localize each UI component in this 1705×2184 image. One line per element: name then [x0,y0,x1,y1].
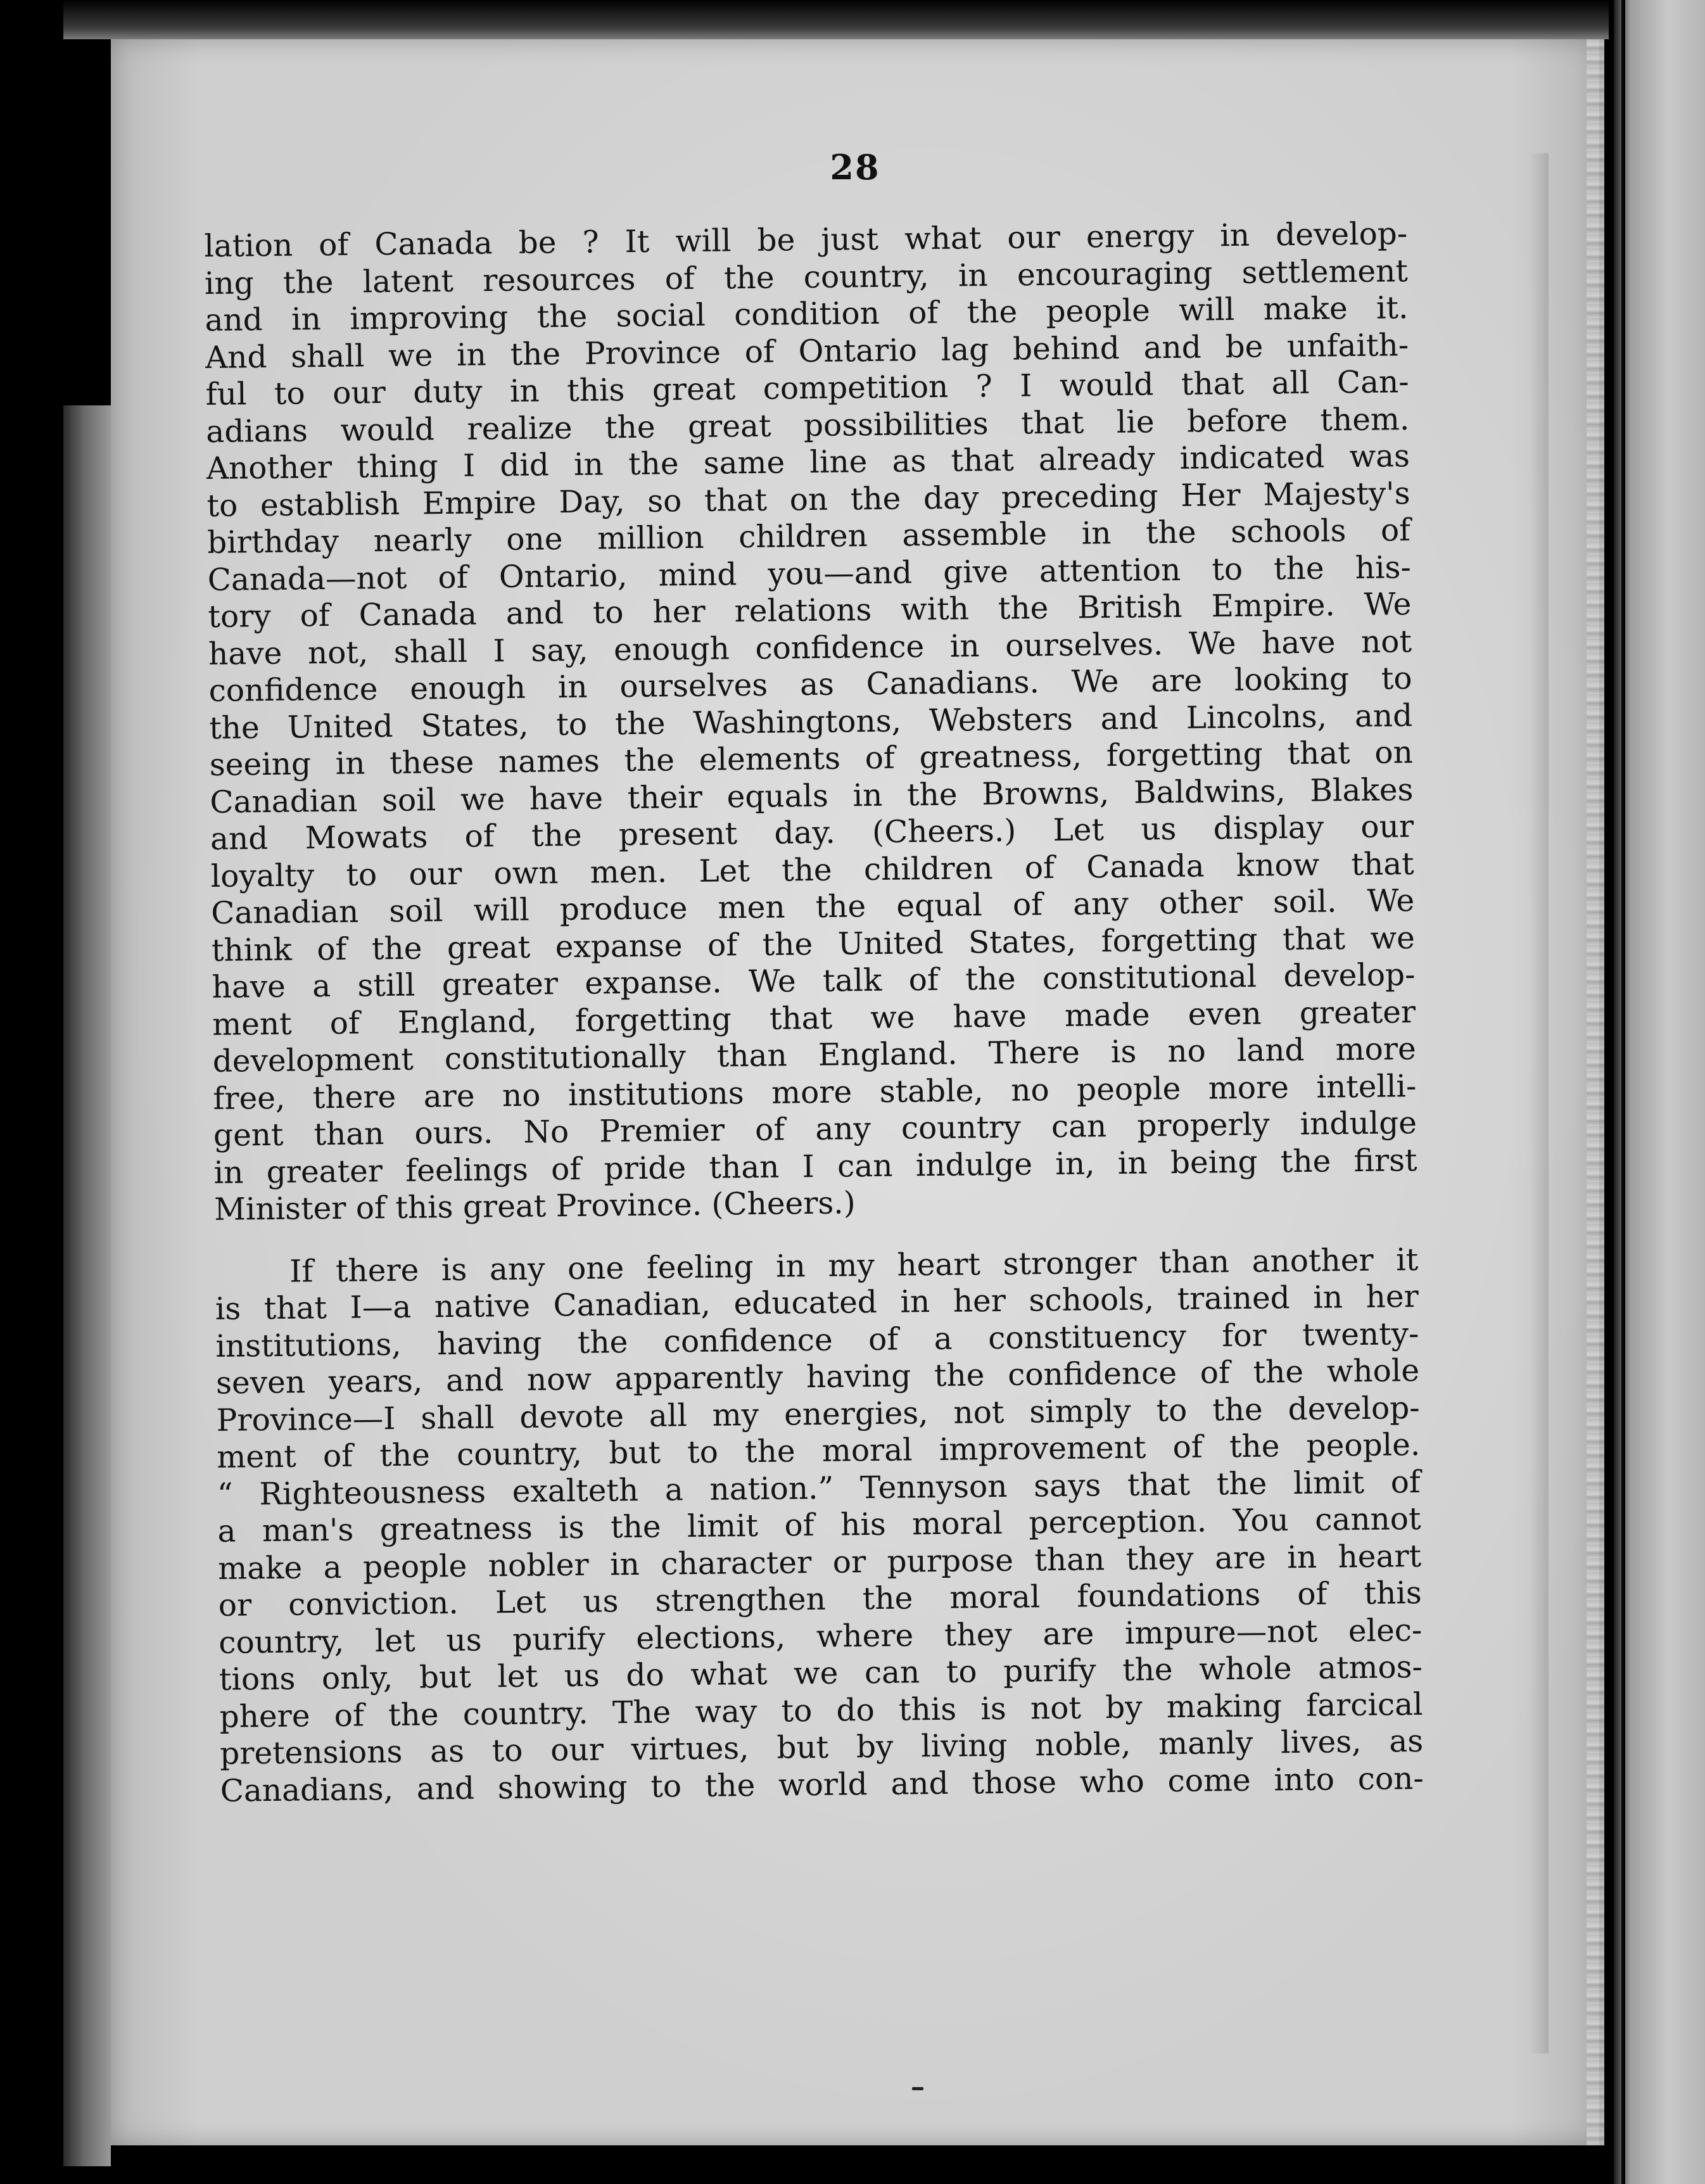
text-line: seeing in these names the elements of greatness, forgetting that on [209,735,1414,783]
text-line: the United States, to the Washingtons, Websters and Lincolns, and [208,697,1413,746]
text-line: Canadian soil we have their equals in the Browns, Baldwins, Blakes [210,771,1414,820]
text-line: Minister of this great Province. (Cheers.) [213,1185,856,1228]
torn-page-edge [1587,39,1604,2145]
text-line: lation of Canada be ? It will be just what our energy in develop- [204,216,1408,264]
text-line: pretensions as to our virtues, but by living noble, manly lives, as [219,1723,1424,1772]
text-line: “ Righteousness exalteth a nation.” Tennyson says that the limit of [217,1464,1421,1513]
text-line: adians would realize the great possibilities that lie before them. [206,401,1410,450]
text-line: to establish Empire Day, so that on the day preceding Her Majesty's [206,475,1410,524]
text-line: ing the latent resources of the country, in encouraging settlement [204,253,1409,302]
text-line: phere of the country. The way to do this is not by making farcical [219,1686,1423,1735]
text-line: Another thing I did in the same line as that already indicated was [206,438,1410,486]
text-line: free, there are no institutions more stable, no people more intelli- [213,1068,1417,1117]
binding-shadow-top [63,0,1609,39]
text-line: ful to our duty in this great competition ? I would that all Can- [205,364,1409,412]
text-line: have a still greater expanse. We talk of the constitutional develop- [212,957,1416,1005]
printer-mark [912,2087,923,2090]
text-line: institutions, having the confidence of a constituency for twenty- [215,1316,1419,1364]
text-line: birthday nearly one million children assemble in the schools of [206,512,1411,561]
text-line: tions only, but let us do what we can to purify the whole atmos- [219,1649,1423,1698]
text-line: And shall we in the Province of Ontario lag behind and be unfaith- [205,327,1409,376]
text-line: Canadians, and showing to the world and those who come into con- [220,1760,1424,1809]
text-line: If there is any one feeling in my heart stronger than another it [289,1241,1419,1290]
text-line: Canada—not of Ontario, mind you—and give attention to the his- [207,549,1412,598]
text-line: ment of England, forgetting that we have made even greater [212,994,1416,1043]
text-line: have not, shall I say, enough confidence in ourselves. We have not [208,623,1412,672]
text-line: in greater feelings of pride than I can indulge in, in being the first [213,1142,1417,1191]
facing-page-edge [1614,0,1705,2184]
text-line: tory of Canada and to her relations with the British Empire. We [208,587,1412,635]
text-line: and Mowats of the present day. (Cheers.) Let us display our [210,809,1414,857]
page-edge-shading [1530,153,1549,2054]
binding-strip [63,405,111,2166]
text-line: think of the great expanse of the United States, forgetting that we [211,920,1416,968]
text-line: is that I—a native Canadian, educated in her schools, trained in her [215,1279,1419,1327]
text-line: ment of the country, but to the moral improvement of the people. [217,1426,1421,1475]
text-line: development constitutionally than England. There is no land more [212,1031,1416,1079]
page-number: 28 [830,147,880,187]
text-line: seven years, and now apparently having the confidence of the whole [215,1353,1420,1401]
text-line: country, let us purify elections, where they are impure—not elec- [219,1612,1423,1661]
text-line: Canadian soil will produce men the equal of any other soil. We [211,883,1415,931]
text-line: loyalty to our own men. Let the children of Canada know that [210,846,1414,894]
text-line: Province—I shall devote all my energies, not simply to the develop- [216,1390,1420,1438]
gutter-line [1621,0,1625,2184]
body-text [204,215,1424,1810]
text-line: gent than ours. No Premier of any country can properly indulge [213,1105,1417,1153]
text-line: make a people nobler in character or purpose than they are in heart [217,1538,1422,1587]
text-line: and in improving the social condition of the people will make it. [205,290,1409,338]
text-line: a man's greatness is the limit of his moral perception. You cannot [217,1501,1421,1549]
text-line: confidence enough in ourselves as Canadians. We are looking to [208,661,1412,709]
text-line: or conviction. Let us strengthen the moral foundations of this [218,1575,1422,1623]
